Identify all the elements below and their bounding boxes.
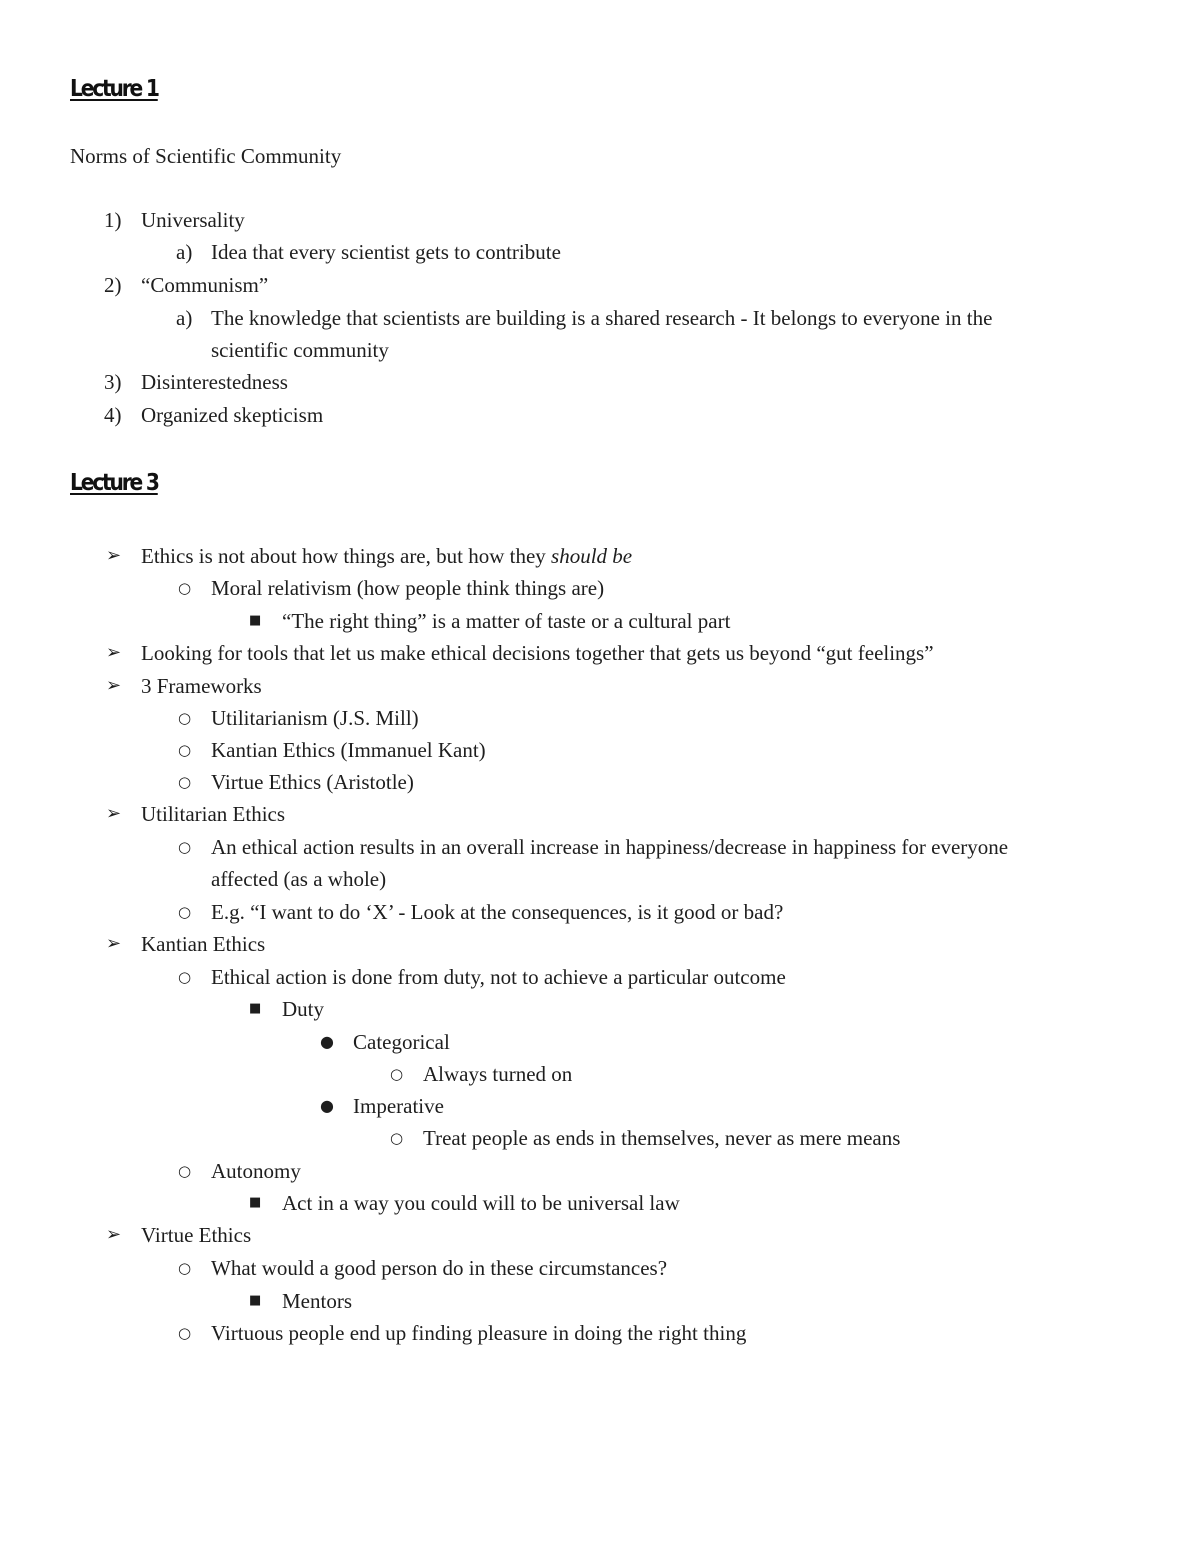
bullet-item: Categorical: [353, 1030, 450, 1054]
circle-bullet-icon: ○: [178, 838, 192, 856]
list-item: Disinterestedness: [141, 370, 288, 394]
circle-bullet-icon: ○: [178, 1162, 192, 1180]
bullet-item: Autonomy: [211, 1159, 301, 1183]
arrow-bullet-icon: ➢: [106, 675, 122, 696]
bullet-item: E.g. “I want to do ‘X’ - Look at the consequences, is it good or bad?: [211, 900, 784, 924]
bullet-item: Act in a way you could will to be universal law: [282, 1191, 680, 1215]
dot-bullet-icon: ●: [320, 1032, 334, 1051]
list-item: Idea that every scientist gets to contribute: [211, 240, 561, 264]
circle-bullet-icon: ○: [178, 773, 192, 791]
square-bullet-icon: ■: [249, 1195, 262, 1210]
bullet-item: Duty: [282, 997, 324, 1021]
list-number: 1): [104, 208, 122, 232]
bullet-item: Utilitarian Ethics: [141, 802, 286, 826]
list-number: 2): [104, 273, 122, 297]
square-bullet-icon: ■: [249, 1293, 262, 1308]
dot-bullet-icon: ●: [320, 1096, 334, 1115]
bullet-item: Ethics is not about how things are, but how they should be: [141, 544, 633, 568]
bullet-item: Utilitarianism (J.S. Mill): [211, 706, 419, 730]
list-item: Universality: [141, 208, 245, 232]
list-number: 3): [104, 370, 122, 394]
circle-bullet-icon: ○: [390, 1065, 404, 1083]
circle-bullet-icon: ○: [178, 579, 192, 597]
list-item: The knowledge that scientists are building is a shared research - It belongs to everyone in the: [211, 306, 993, 330]
circle-bullet-icon: ○: [178, 968, 192, 986]
arrow-bullet-icon: ➢: [106, 545, 122, 566]
bullet-item: Virtuous people end up finding pleasure in doing the right thing: [211, 1321, 747, 1345]
arrow-bullet-icon: ➢: [106, 933, 122, 954]
arrow-bullet-icon: ➢: [106, 642, 122, 663]
circle-bullet-icon: ○: [178, 709, 192, 727]
bullet-item: “The right thing” is a matter of taste or a cultural part: [282, 609, 731, 633]
bullet-item: Virtue Ethics: [141, 1223, 252, 1247]
bullet-item: An ethical action results in an overall increase in happiness/decrease in happiness for everyone: [211, 835, 1009, 859]
circle-bullet-icon: ○: [178, 1259, 192, 1277]
bullet-item-continuation: affected (as a whole): [211, 867, 387, 891]
lecture-1-intro: Norms of Scientific Community: [70, 144, 342, 168]
bullet-item: Always turned on: [423, 1062, 573, 1086]
list-letter: a): [176, 240, 193, 264]
bullet-item: Virtue Ethics (Aristotle): [211, 770, 414, 794]
square-bullet-icon: ■: [249, 1001, 262, 1016]
bullet-item: Looking for tools that let us make ethical decisions together that gets us beyond “gut feelings”: [141, 641, 934, 665]
list-letter: a): [176, 306, 193, 330]
square-bullet-icon: ■: [249, 613, 262, 628]
circle-bullet-icon: ○: [178, 741, 192, 759]
list-number: 4): [104, 403, 122, 427]
list-item: Organized skepticism: [141, 403, 324, 427]
circle-bullet-icon: ○: [178, 903, 192, 921]
bullet-item: What would a good person do in these circumstances?: [211, 1256, 668, 1280]
lecture-3-heading: Lecture 3: [70, 470, 158, 496]
arrow-bullet-icon: ➢: [106, 1224, 122, 1245]
bullet-item: Ethical action is done from duty, not to achieve a particular outcome: [211, 965, 786, 989]
bullet-item: Treat people as ends in themselves, never as mere means: [423, 1126, 901, 1150]
bullet-item: Kantian Ethics (Immanuel Kant): [211, 738, 486, 762]
lecture-1-heading: Lecture 1: [70, 76, 158, 102]
circle-bullet-icon: ○: [178, 1324, 192, 1342]
circle-bullet-icon: ○: [390, 1129, 404, 1147]
bullet-item: Kantian Ethics: [141, 932, 266, 956]
list-item: “Communism”: [141, 273, 269, 297]
bullet-item: Mentors: [282, 1289, 352, 1313]
bullet-item: Imperative: [353, 1094, 444, 1118]
bullet-item: 3 Frameworks: [141, 674, 262, 698]
arrow-bullet-icon: ➢: [106, 803, 122, 824]
bullet-item: Moral relativism (how people think things are): [211, 576, 605, 600]
emphasis-text: should be: [551, 544, 633, 568]
list-item-continuation: scientific community: [211, 338, 389, 362]
